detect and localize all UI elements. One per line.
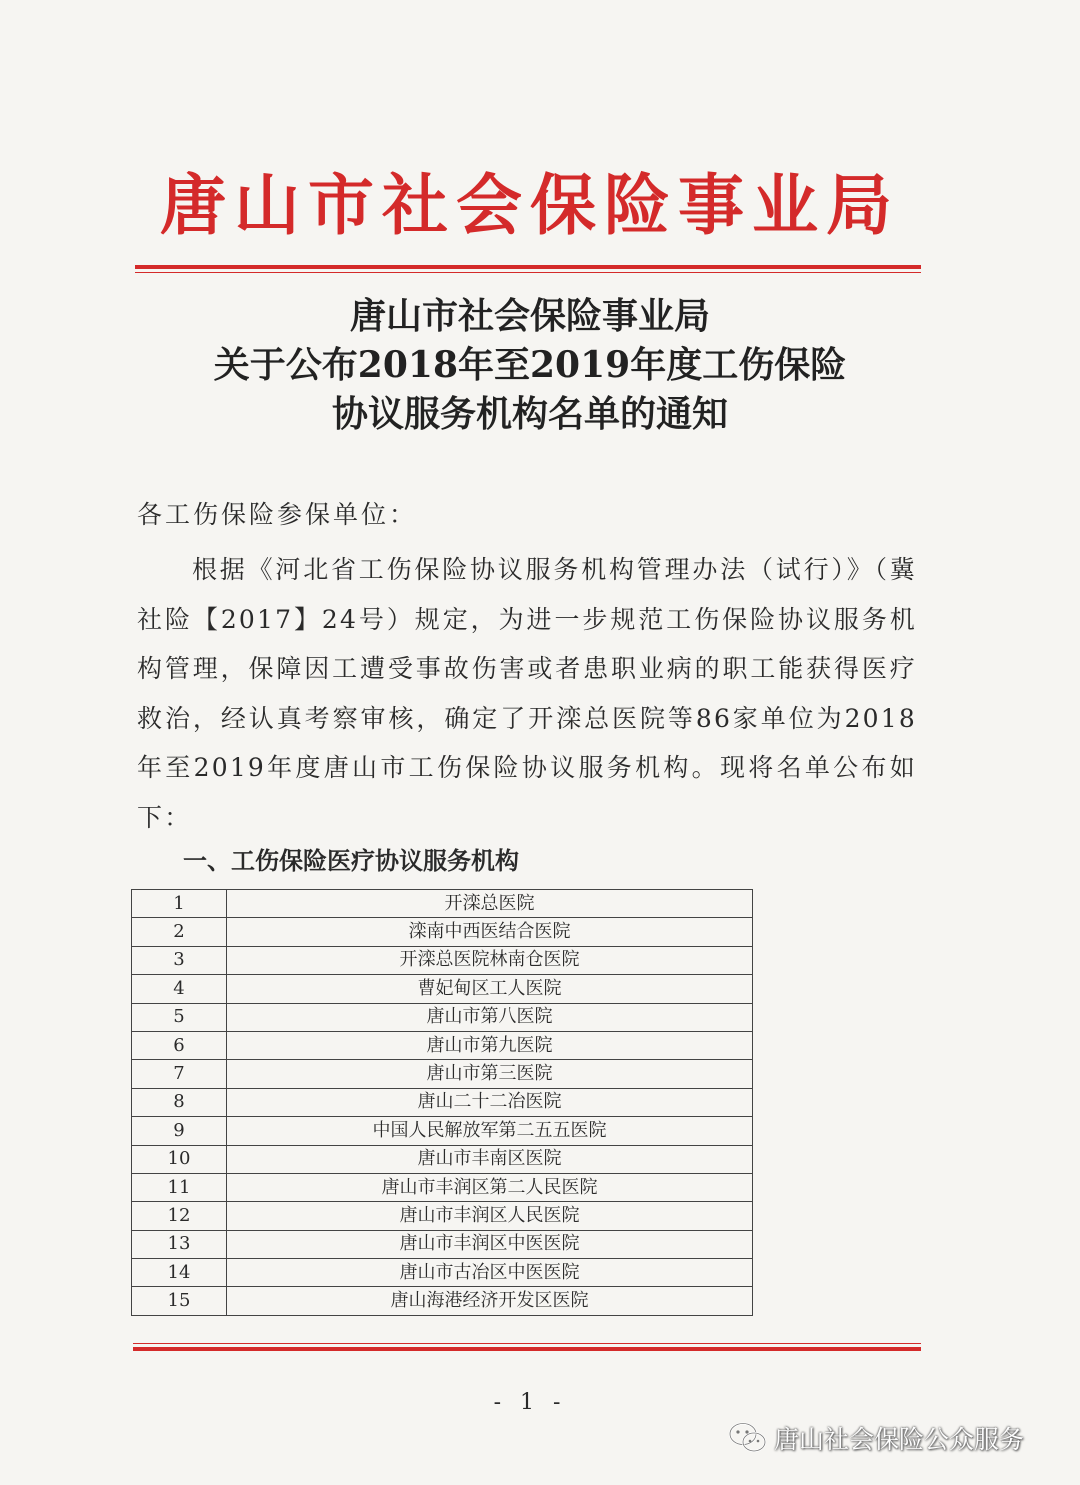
row-number: 5: [132, 1003, 227, 1031]
letterhead-red-rule: [135, 265, 921, 273]
institution-name: 唐山市丰润区中医医院: [227, 1230, 753, 1258]
institution-name: 唐山二十二冶医院: [227, 1088, 753, 1116]
page-number: - 1 -: [493, 1390, 567, 1415]
table-row: [132, 890, 753, 918]
title-line-2: 关于公布2018年至2019年度工伤保险: [213, 344, 847, 386]
institution-name: 唐山市第三医院: [227, 1060, 753, 1088]
table-row: [132, 1230, 753, 1258]
table-row: [132, 975, 753, 1003]
row-number: 7: [132, 1060, 227, 1088]
table-row: [132, 1259, 753, 1287]
watermark-text: 唐山社会保险公众服务: [774, 1425, 1025, 1454]
table-row: [132, 1088, 753, 1116]
table-row: [132, 1173, 753, 1201]
table-row: [132, 1287, 753, 1315]
row-number: 12: [132, 1202, 227, 1230]
row-number: 14: [132, 1259, 227, 1287]
table-row: [132, 1145, 753, 1173]
row-number: 8: [132, 1088, 227, 1116]
wechat-watermark: [728, 1418, 1024, 1458]
institution-table: [131, 889, 753, 1316]
row-number: 2: [132, 918, 227, 946]
institution-name: 中国人民解放军第二五五医院: [227, 1117, 753, 1145]
table-row: [132, 1117, 753, 1145]
table-row: [132, 946, 753, 974]
body-paragraph: 根据《河北省工伤保险协议服务机构管理办法（试行）》（冀社险【2017】24号）规定，为进一步规范工伤保险协议服务机构管理，保障因工遭受事故伤害或者患职业病的职工能获得医疗救治，经认真考察审核，确定了开滦总医院等86家单位为2018年至2019年度唐山市工伤保险协议服务机构。现将名单公布如下：: [137, 555, 917, 832]
institution-name: 唐山市第八医院: [227, 1003, 753, 1031]
table-row: [132, 1031, 753, 1059]
row-number: 1: [132, 890, 227, 918]
institution-name: 唐山市第九医院: [227, 1031, 753, 1059]
row-number: 10: [132, 1145, 227, 1173]
letterhead-title: 唐山市社会保险事业局: [160, 166, 900, 244]
institution-name: 唐山市丰润区人民医院: [227, 1202, 753, 1230]
row-number: 15: [132, 1287, 227, 1315]
institution-name: 唐山市丰南区医院: [227, 1145, 753, 1173]
footer-red-rule: [133, 1343, 921, 1351]
institution-name: 唐山海港经济开发区医院: [227, 1287, 753, 1315]
table-row: [132, 918, 753, 946]
institution-name: 唐山市丰润区第二人民医院: [227, 1173, 753, 1201]
table-row: [132, 1003, 753, 1031]
institution-name: 滦南中西医结合医院: [227, 918, 753, 946]
institution-name: 开滦总医院: [227, 890, 753, 918]
salutation: 各工伤保险参保单位：: [137, 500, 418, 529]
row-number: 13: [132, 1230, 227, 1258]
document-title: [135, 292, 925, 439]
institution-name: 唐山市古冶区中医医院: [227, 1259, 753, 1287]
institution-name: 开滦总医院林南仓医院: [227, 946, 753, 974]
table-row: [132, 1060, 753, 1088]
table-row: [132, 1202, 753, 1230]
institution-name: 曹妃甸区工人医院: [227, 975, 753, 1003]
row-number: 4: [132, 975, 227, 1003]
row-number: 3: [132, 946, 227, 974]
row-number: 9: [132, 1117, 227, 1145]
section-heading: 一、工伤保险医疗协议服务机构: [183, 846, 519, 875]
title-line-3: 协议服务机构名单的通知: [331, 393, 728, 435]
title-line-1: 唐山市社会保险事业局: [349, 295, 710, 337]
wechat-icon: [728, 1421, 768, 1455]
row-number: 11: [132, 1173, 227, 1201]
row-number: 6: [132, 1031, 227, 1059]
